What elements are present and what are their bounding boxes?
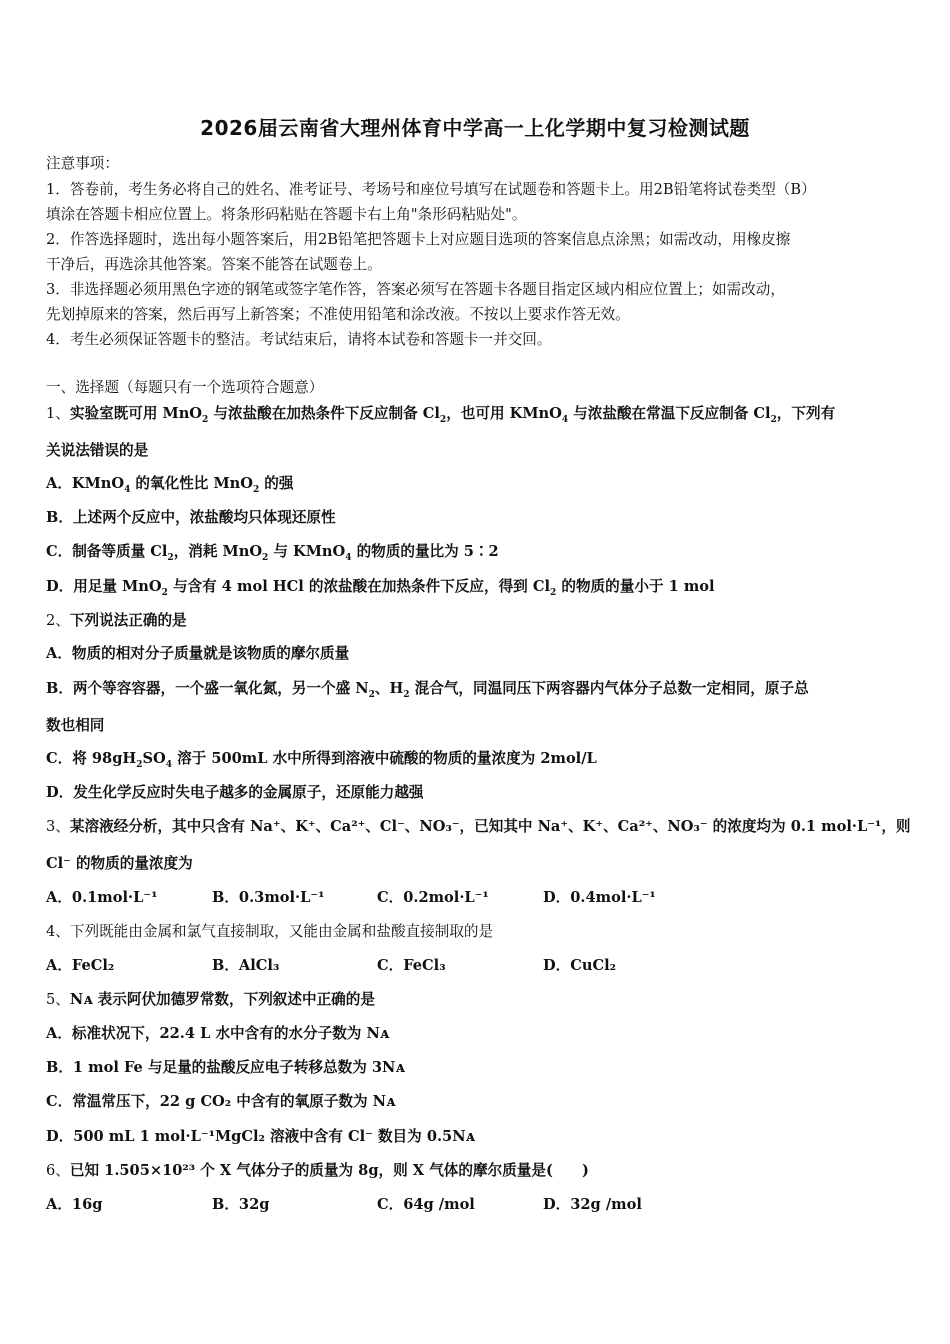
question-4-stem: 4、下列既能由金属和氯气直接制取，又能由金属和盐酸直接制取的是	[46, 923, 494, 940]
option-c: C．制备等质量 $Cl_2$，消耗 MnO$_2$ 与 KMnO$_4$ 的物质的量比为 5∶2	[46, 543, 499, 563]
option-d: D．CuCl₂	[543, 957, 617, 974]
question-3-stem: 3、某溶液经分析，其中只含有 Na⁺、K⁺、Ca²⁺、Cl⁻、NO₃⁻，已知其中 Na⁺、K⁺、Ca²⁺、NO₃⁻ 的浓度均为 0.1 mol·L⁻¹，则	[46, 818, 911, 835]
option-b: B．两个等容容器，一个盛一氧化氮，另一个盛 $N_2$、$H_2$ 混合气，同温同压下两容器内气体分子总数一定相同，原子总	[46, 680, 809, 700]
option-b: B．上述两个反应中，浓盐酸均只体现还原性	[46, 509, 336, 526]
notice-heading: 注意事项：	[46, 155, 119, 172]
option-c: C．常温常压下，22 g CO₂ 中含有的氧原子数为 Nᴀ	[46, 1093, 396, 1110]
option-d: D．用足量 MnO$_2$ 与含有 4 mol HCl 的浓盐酸在加热条件下反应，得到 $Cl_2$ 的物质的量小于 1 mol	[46, 578, 715, 598]
option-b: B．32g	[212, 1196, 270, 1213]
notice-line: 填涂在答题卡相应位置上。将条形码粘贴在答题卡右上角"条形码粘贴处"。	[46, 206, 527, 223]
notice-line: 1．答卷前，考生务必将自己的姓名、准考证号、考场号和座位号填写在试题卷和答题卡上。用2B铅笔将试卷类型（B）	[46, 181, 816, 198]
option-a: A．FeCl₂	[46, 957, 115, 974]
question-number: 4、	[46, 923, 70, 940]
option-b-cont: 数也相同	[46, 717, 105, 734]
question-number: 6、	[46, 1162, 70, 1179]
option-d: D．32g /mol	[543, 1196, 642, 1213]
question-number: 3、	[46, 818, 70, 835]
question-number: 2、	[46, 612, 70, 629]
option-d: D．0.4mol·L⁻¹	[543, 889, 656, 906]
question-1-stem-cont: 关说法错误的是	[46, 442, 149, 459]
section-heading: 一、选择题（每题只有一个选项符合题意）	[46, 379, 324, 396]
option-b: B．AlCl₃	[212, 957, 280, 974]
page-title: 2026届云南省大理州体育中学高一上化学期中复习检测试题	[200, 116, 750, 140]
option-d: D．发生化学反应时失电子越多的金属原子，还原能力越强	[46, 784, 424, 801]
notice-line: 先划掉原来的答案，然后再写上新答案；不准使用铅笔和涂改液。不按以上要求作答无效。	[46, 306, 630, 323]
question-3-stem-cont: Cl⁻ 的物质的量浓度为	[46, 855, 193, 872]
option-c: C．FeCl₃	[377, 957, 446, 974]
question-number: 5、	[46, 991, 70, 1008]
option-c: C．64g /mol	[377, 1196, 475, 1213]
option-a: A．标准状况下，22.4 L 水中含有的水分子数为 Nᴀ	[46, 1025, 390, 1042]
option-b: B．0.3mol·L⁻¹	[212, 889, 325, 906]
question-6-stem: 6、已知 1.505×10²³ 个 X 气体分子的质量为 8g，则 X 气体的摩尔质量是( )	[46, 1162, 589, 1179]
option-d: D．500 mL 1 mol·L⁻¹MgCl₂ 溶液中含有 Cl⁻ 数目为 0.5Nᴀ	[46, 1128, 475, 1145]
question-2-stem: 2、下列说法正确的是	[46, 612, 187, 629]
option-a: A．KMnO$_4$ 的氧化性比 MnO$_2$ 的强	[46, 475, 294, 495]
option-a: A．物质的相对分子质量就是该物质的摩尔质量	[46, 645, 350, 662]
notice-line: 干净后，再选涂其他答案。答案不能答在试题卷上。	[46, 256, 382, 273]
notice-line: 3．非选择题必须用黑色字迹的钢笔或签字笔作答，答案必须写在答题卡各题目指定区域内相应位置上；如需改动，	[46, 281, 785, 298]
notice-line: 4．考生必须保证答题卡的整洁。考试结束后，请将本试卷和答题卡一并交回。	[46, 331, 552, 348]
option-b: B．1 mol Fe 与足量的盐酸反应电子转移总数为 3Nᴀ	[46, 1059, 405, 1076]
question-number: 1、	[46, 405, 70, 422]
question-5-stem: 5、Nᴀ 表示阿伏加德罗常数，下列叙述中正确的是	[46, 991, 375, 1008]
option-c: C．将 $98gH_2SO_4$ 溶于 500mL 水中所得到溶液中硫酸的物质的量浓度为 2mol/L	[46, 750, 597, 770]
option-c: C．0.2mol·L⁻¹	[377, 889, 489, 906]
option-a: A．0.1mol·L⁻¹	[46, 889, 158, 906]
option-a: A．16g	[46, 1196, 103, 1213]
question-1-stem: 1、实验室既可用 MnO$_2$ 与浓盐酸在加热条件下反应制备 $Cl_2$，也可用 KMnO$_4$ 与浓盐酸在常温下反应制备 $Cl_2$，下列有	[46, 405, 836, 425]
notice-line: 2．作答选择题时，选出每小题答案后，用2B铅笔把答题卡上对应题目选项的答案信息点涂黑；如需改动，用橡皮擦	[46, 231, 791, 248]
